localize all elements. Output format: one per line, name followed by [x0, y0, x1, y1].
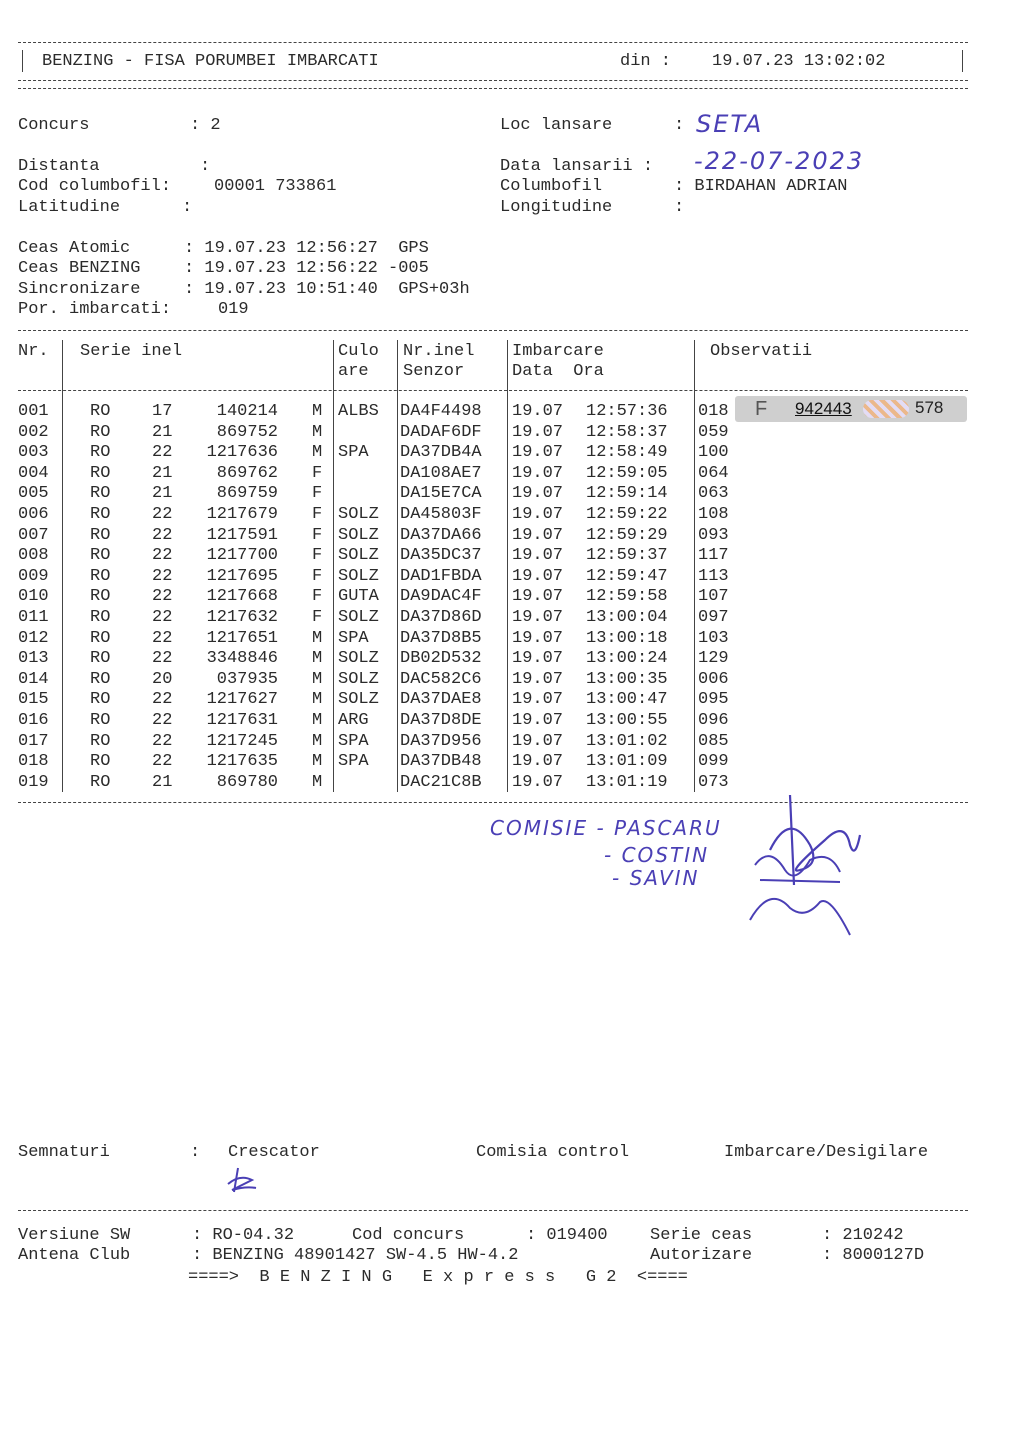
row-code: 099 [698, 752, 729, 772]
ceas-atomic-value: : 19.07.23 12:56:27 GPS [184, 239, 429, 258]
row-date: 19.07 [512, 484, 564, 504]
row-sensor-id: DA37D8B5 [400, 628, 482, 648]
distanta-value: : [200, 157, 211, 176]
row-sensor-id: DA37D8DE [400, 711, 482, 730]
serie-ceas-value: : 210242 [822, 1226, 904, 1245]
row-nr: 017 [18, 731, 49, 751]
row-sensor-id: DAD1FBDA [400, 566, 482, 586]
row-color: SOLZ [338, 546, 379, 566]
row-code: 059 [698, 422, 729, 442]
row-nr: 005 [18, 484, 49, 504]
col-header-nrinel-1: Nr.inel [403, 342, 475, 361]
row-color: SPA [338, 752, 369, 772]
table-vline-cod [694, 340, 695, 792]
row-color: ARG [338, 711, 369, 730]
columbofil-label: Columbofil [500, 177, 603, 196]
row-color: SOLZ [338, 690, 379, 710]
row-year: 22 [152, 546, 173, 566]
row-nr: 014 [18, 669, 49, 689]
seal-number: 942443 [795, 399, 852, 418]
row-code: 117 [698, 546, 729, 566]
row-country: RO [90, 711, 111, 730]
row-sex: F [312, 587, 323, 607]
benzing-brand-line: ====> B E N Z I N G E x p r e s s G 2 <==== [188, 1268, 688, 1287]
row-country: RO [90, 422, 111, 442]
row-color: SOLZ [338, 669, 379, 689]
row-sex: M [312, 669, 323, 689]
row-country: RO [90, 752, 111, 772]
row-code: 095 [698, 690, 729, 710]
table-rule-top [18, 330, 968, 331]
row-ring-number: 1217695 [206, 566, 278, 586]
row-nr: 010 [18, 587, 49, 607]
row-nr: 016 [18, 711, 49, 730]
latitudine-label: Latitudine [18, 198, 121, 217]
row-country: RO [90, 731, 111, 751]
row-ring-number: 1217245 [206, 731, 278, 751]
porumbei-imbarcati-value: 019 [218, 300, 249, 319]
row-nr: 011 [18, 608, 49, 627]
row-country: RO [90, 463, 111, 483]
header-rule-bottom-2 [18, 88, 968, 89]
row-color: ALBS [338, 402, 379, 421]
signatures-colon: : [190, 1143, 201, 1162]
row-country: RO [90, 649, 111, 669]
row-time: 12:59:22 [586, 505, 668, 524]
crescator-signature-icon [226, 1166, 266, 1196]
row-date: 19.07 [512, 587, 564, 607]
row-time: 13:00:35 [586, 669, 668, 689]
row-ring-number: 1217635 [206, 752, 278, 772]
row-time: 12:58:37 [586, 422, 668, 442]
latitudine-value: : [182, 198, 193, 217]
col-header-culoare-2: are [338, 362, 369, 381]
concurs-label: Concurs [18, 116, 90, 135]
data-lansarii-label: Data lansarii : [500, 157, 654, 176]
row-sex: F [312, 566, 323, 586]
row-sensor-id: DA108AE7 [400, 463, 482, 483]
ceas-benzing-value: : 19.07.23 12:56:22 -005 [184, 259, 429, 278]
row-ring-number: 1217679 [206, 505, 278, 524]
versiune-sw-label: Versiune SW [18, 1226, 131, 1245]
footer-rule-top [18, 1210, 968, 1211]
row-code: 113 [698, 566, 729, 586]
row-country: RO [90, 587, 111, 607]
row-date: 19.07 [512, 752, 564, 772]
row-time: 13:01:09 [586, 752, 668, 772]
col-header-culoare-1: Culo [338, 342, 379, 361]
row-date: 19.07 [512, 402, 564, 421]
sincronizare-value: : 19.07.23 10:51:40 GPS+03h [184, 280, 470, 299]
commission-note-line3: - SAVIN [612, 866, 700, 890]
cod-columbofil-value: 00001 733861 [214, 177, 337, 196]
data-lansarii-value: -22-07-2023 [694, 147, 865, 175]
row-year: 22 [152, 525, 173, 545]
row-sensor-id: DB02D532 [400, 649, 482, 669]
row-year: 21 [152, 772, 173, 792]
sincronizare-label: Sincronizare [18, 280, 141, 299]
row-nr: 008 [18, 546, 49, 566]
row-sensor-id: DA15E7CA [400, 484, 482, 504]
row-date: 19.07 [512, 690, 564, 710]
row-ring-number: 1217627 [206, 690, 278, 710]
row-nr: 015 [18, 690, 49, 710]
row-time: 13:00:18 [586, 628, 668, 648]
col-header-observatii: Observatii [710, 342, 813, 361]
row-sensor-id: DA37D86D [400, 608, 482, 627]
row-country: RO [90, 772, 111, 792]
row-code: 096 [698, 711, 729, 730]
row-ring-number: 1217636 [206, 443, 278, 463]
row-sensor-id: DA37DA66 [400, 525, 482, 545]
versiune-sw-value: : RO-04.32 [192, 1226, 295, 1245]
row-time: 12:59:58 [586, 587, 668, 607]
row-nr: 007 [18, 525, 49, 545]
row-code: 129 [698, 649, 729, 669]
row-sensor-id: DA37DB4A [400, 443, 482, 463]
table-vline-senzor [397, 340, 398, 792]
seal-prefix: F [755, 398, 768, 420]
signatures-label: Semnaturi [18, 1143, 110, 1162]
row-year: 17 [152, 402, 173, 421]
row-color: SOLZ [338, 566, 379, 586]
row-date: 19.07 [512, 422, 564, 442]
header-right-bar [962, 50, 963, 72]
row-nr: 002 [18, 422, 49, 442]
row-date: 19.07 [512, 669, 564, 689]
row-time: 13:00:04 [586, 608, 668, 627]
row-time: 12:59:05 [586, 463, 668, 483]
row-year: 22 [152, 505, 173, 524]
row-country: RO [90, 484, 111, 504]
loc-lansare-colon: : [674, 116, 685, 135]
longitudine-value: : [674, 198, 685, 217]
row-nr: 018 [18, 752, 49, 772]
row-color: SOLZ [338, 649, 379, 669]
row-sex: M [312, 402, 323, 421]
row-country: RO [90, 443, 111, 463]
table-rule-header [18, 390, 968, 391]
table-vline-culoare [333, 340, 334, 792]
cod-columbofil-label: Cod columbofil: [18, 177, 172, 196]
row-ring-number: 1217700 [206, 546, 278, 566]
row-sex: F [312, 546, 323, 566]
col-header-serie: Serie inel [80, 342, 183, 361]
row-code: 093 [698, 525, 729, 545]
row-sex: M [312, 690, 323, 710]
row-year: 22 [152, 649, 173, 669]
row-country: RO [90, 546, 111, 566]
cod-concurs-value: : 019400 [526, 1226, 608, 1245]
row-year: 22 [152, 711, 173, 730]
row-date: 19.07 [512, 505, 564, 524]
columbofil-value: : BIRDAHAN ADRIAN [674, 177, 848, 196]
row-country: RO [90, 690, 111, 710]
row-time: 12:59:14 [586, 484, 668, 504]
row-sex: M [312, 772, 323, 792]
row-date: 19.07 [512, 628, 564, 648]
row-nr: 003 [18, 443, 49, 463]
antena-club-label: Antena Club [18, 1246, 131, 1265]
ceas-atomic-label: Ceas Atomic [18, 239, 131, 258]
row-nr: 001 [18, 402, 49, 421]
row-time: 13:00:24 [586, 649, 668, 669]
row-code: 064 [698, 463, 729, 483]
row-ring-number: 1217631 [206, 711, 278, 730]
row-sex: F [312, 484, 323, 504]
row-year: 21 [152, 422, 173, 442]
signature-comisia-label: Comisia control [476, 1143, 630, 1162]
row-time: 12:59:37 [586, 546, 668, 566]
row-date: 19.07 [512, 711, 564, 730]
col-header-nrinel-2: Senzor [403, 362, 465, 381]
row-nr: 012 [18, 628, 49, 648]
row-sex: M [312, 422, 323, 442]
row-color: SOLZ [338, 608, 379, 627]
header-left-bar [22, 50, 23, 72]
row-year: 22 [152, 731, 173, 751]
document-title: BENZING - FISA PORUMBEI IMBARCATI [42, 52, 379, 71]
row-code: 085 [698, 731, 729, 751]
row-time: 13:00:55 [586, 711, 668, 730]
col-header-nr: Nr. [18, 342, 49, 361]
row-sensor-id: DAC21C8B [400, 772, 482, 792]
row-time: 12:59:47 [586, 566, 668, 586]
row-date: 19.07 [512, 608, 564, 627]
row-country: RO [90, 566, 111, 586]
cod-concurs-label: Cod concurs [352, 1226, 465, 1245]
row-year: 22 [152, 587, 173, 607]
row-sensor-id: DA4F4498 [400, 402, 482, 421]
row-year: 22 [152, 608, 173, 627]
commission-signatures-icon [730, 790, 930, 940]
row-color: SOLZ [338, 525, 379, 545]
row-sensor-id: DA37DAE8 [400, 690, 482, 710]
row-sex: M [312, 628, 323, 648]
row-year: 21 [152, 463, 173, 483]
row-sensor-id: DA37D956 [400, 731, 482, 751]
row-country: RO [90, 669, 111, 689]
row-code: 103 [698, 628, 729, 648]
row-nr: 013 [18, 649, 49, 669]
loc-lansare-label: Loc lansare [500, 116, 613, 135]
seal-sticker [735, 396, 967, 422]
row-sex: F [312, 505, 323, 524]
row-sex: M [312, 443, 323, 463]
row-sex: F [312, 608, 323, 627]
row-year: 21 [152, 484, 173, 504]
signature-crescator-label: Crescator [228, 1143, 320, 1162]
row-ring-number: 1217591 [206, 525, 278, 545]
row-code: 018 [698, 402, 729, 421]
row-sex: M [312, 649, 323, 669]
row-country: RO [90, 608, 111, 627]
col-header-imbarcare-2: Data Ora [512, 362, 604, 381]
row-ring-number: 869759 [216, 484, 278, 504]
signature-imbarcare-label: Imbarcare/Desigilare [724, 1143, 929, 1162]
header-rule-bottom [18, 80, 968, 81]
row-year: 20 [152, 669, 173, 689]
row-ring-number: 869762 [216, 463, 278, 483]
row-color: SPA [338, 628, 369, 648]
loc-lansare-value: SETA [696, 110, 764, 138]
row-ring-number: 140214 [216, 402, 278, 421]
commission-note-line1: COMISIE - PASCARU [490, 816, 722, 840]
row-nr: 004 [18, 463, 49, 483]
row-date: 19.07 [512, 546, 564, 566]
row-year: 22 [152, 628, 173, 648]
row-nr: 009 [18, 566, 49, 586]
row-time: 13:01:19 [586, 772, 668, 792]
row-nr: 019 [18, 772, 49, 792]
col-header-imbarcare-1: Imbarcare [512, 342, 604, 361]
row-sex: M [312, 711, 323, 730]
row-nr: 006 [18, 505, 49, 524]
ceas-benzing-label: Ceas BENZING [18, 259, 141, 278]
row-code: 100 [698, 443, 729, 463]
row-code: 097 [698, 608, 729, 627]
autorizare-value: : 8000127D [822, 1246, 925, 1265]
commission-note-line2: - COSTIN [604, 843, 710, 867]
distanta-label: Distanta [18, 157, 100, 176]
header-date-label: din : [620, 52, 672, 71]
row-country: RO [90, 505, 111, 524]
row-date: 19.07 [512, 772, 564, 792]
row-sensor-id: DA35DC37 [400, 546, 482, 566]
row-ring-number: 037935 [216, 669, 278, 689]
row-ring-number: 869780 [216, 772, 278, 792]
serie-ceas-label: Serie ceas [650, 1226, 753, 1245]
row-ring-number: 869752 [216, 422, 278, 442]
row-date: 19.07 [512, 463, 564, 483]
row-time: 12:58:49 [586, 443, 668, 463]
row-sensor-id: DADAF6DF [400, 422, 482, 442]
row-date: 19.07 [512, 649, 564, 669]
header-rule-top [18, 42, 968, 43]
row-time: 12:59:29 [586, 525, 668, 545]
table-vline-imbarcare [507, 340, 508, 792]
row-sex: F [312, 525, 323, 545]
row-year: 22 [152, 566, 173, 586]
row-sensor-id: DA45803F [400, 505, 482, 524]
row-sex: M [312, 752, 323, 772]
porumbei-imbarcati-label: Por. imbarcati: [18, 300, 172, 319]
row-code: 108 [698, 505, 729, 524]
row-country: RO [90, 525, 111, 545]
row-color: SPA [338, 731, 369, 751]
row-code: 063 [698, 484, 729, 504]
row-ring-number: 3348846 [206, 649, 278, 669]
row-time: 13:01:02 [586, 731, 668, 751]
row-sensor-id: DAC582C6 [400, 669, 482, 689]
row-ring-number: 1217651 [206, 628, 278, 648]
row-date: 19.07 [512, 731, 564, 751]
row-code: 073 [698, 772, 729, 792]
longitudine-label: Longitudine [500, 198, 613, 217]
row-year: 22 [152, 690, 173, 710]
row-sensor-id: DA37DB48 [400, 752, 482, 772]
autorizare-label: Autorizare [650, 1246, 753, 1265]
table-vline-nr [62, 340, 63, 792]
row-time: 12:57:36 [586, 402, 668, 421]
row-time: 13:00:47 [586, 690, 668, 710]
row-country: RO [90, 402, 111, 421]
row-country: RO [90, 628, 111, 648]
row-color: GUTA [338, 587, 379, 607]
row-code: 107 [698, 587, 729, 607]
row-date: 19.07 [512, 525, 564, 545]
concurs-value: : 2 [190, 116, 221, 135]
row-sensor-id: DA9DAC4F [400, 587, 482, 607]
row-code: 006 [698, 669, 729, 689]
row-sex: M [312, 731, 323, 751]
row-color: SOLZ [338, 505, 379, 524]
row-sex: F [312, 463, 323, 483]
row-year: 22 [152, 752, 173, 772]
row-ring-number: 1217668 [206, 587, 278, 607]
header-date-value: 19.07.23 13:02:02 [712, 52, 886, 71]
seal-suffix: 578 [915, 398, 944, 417]
row-ring-number: 1217632 [206, 608, 278, 627]
hologram-seal-icon [863, 400, 909, 418]
row-year: 22 [152, 443, 173, 463]
row-date: 19.07 [512, 443, 564, 463]
row-color: SPA [338, 443, 369, 463]
antena-club-value: : BENZING 48901427 SW-4.5 HW-4.2 [192, 1246, 519, 1265]
row-date: 19.07 [512, 566, 564, 586]
